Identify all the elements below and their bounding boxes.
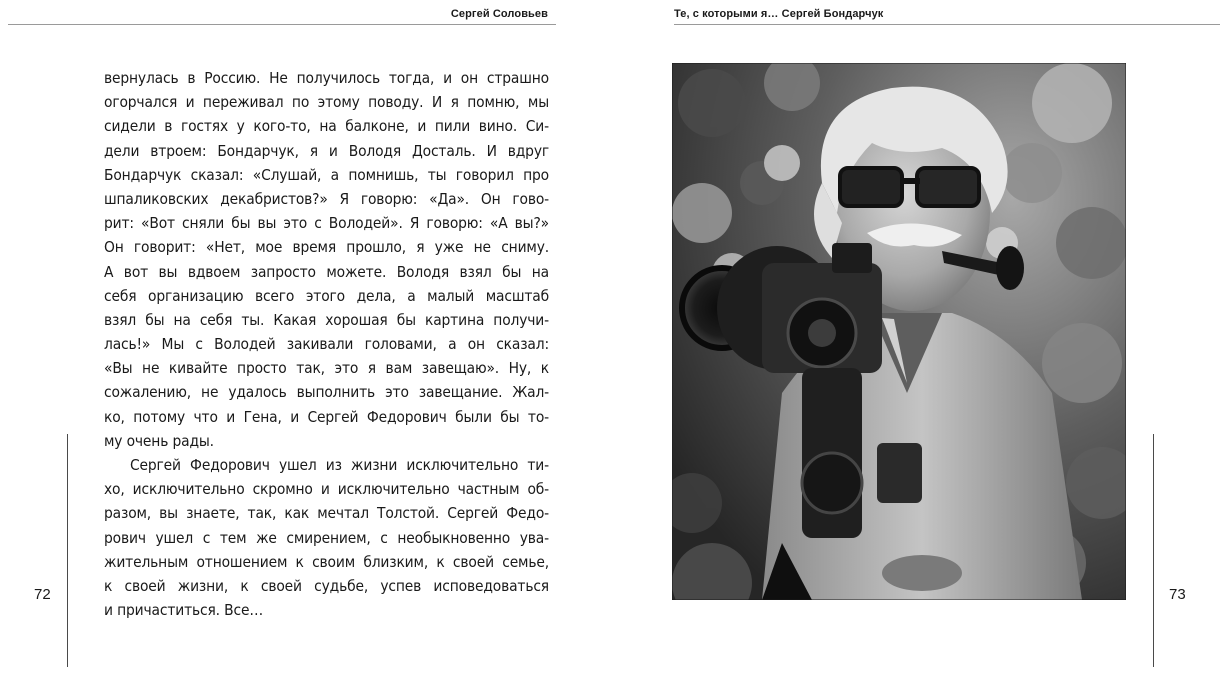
paragraph-first-line: Сергей Федорович ушел из жизни исключительно ти- — [130, 456, 549, 474]
running-head-right: Те, с которыми я… Сергей Бондарчук — [674, 8, 884, 20]
text-line: огорчался и переживал по этому поводу. И я помню, мы — [104, 93, 549, 112]
text-line: и причаститься. Все… — [104, 601, 264, 620]
body-text — [104, 66, 549, 622]
text-line: сидели в гостях у кого-то, на балконе, и пили вино. Си- — [104, 117, 549, 136]
page-number-right: 73 — [1169, 586, 1186, 603]
text-line: А вот вы вдвоем запросто можете. Володя взял бы на — [104, 262, 549, 281]
text-line: Он говорит: «Нет, мое время прошло, я уже не сниму. — [104, 238, 549, 257]
page-number-left: 72 — [34, 586, 51, 603]
running-head-left: Сергей Соловьев — [450, 8, 548, 20]
text-line: ко, потому что и Гена, и Сергей Федорович были бы то- — [104, 407, 549, 426]
text-line: хо, исключительно скромно и исключительно частным об- — [104, 480, 549, 499]
margin-rule-left — [67, 434, 68, 667]
text-line: себя организацию всего этого дела, а малый масштаб — [104, 286, 549, 305]
text-line: взял бы на себя ты. Какая хорошая бы картина получи- — [104, 310, 549, 329]
text-line: к своей жизни, к своей судьбе, успев исповедоваться — [104, 576, 549, 595]
text-line: рович ушел с тем же смирением, с необыкновенно ува- — [104, 528, 549, 547]
text-line: вернулась в Россию. Не получилось тогда, и он страшно — [104, 69, 549, 87]
header-rule-left — [8, 24, 556, 25]
header-rule-right — [674, 24, 1220, 25]
text-line: «Вы не кивайте просто так, это я вам завещаю». Ну, к — [104, 359, 549, 378]
text-line: дели втроем: Бондарчук, я и Володя Досталь. И вдруг — [104, 141, 549, 160]
photo-drawing — [672, 63, 1126, 600]
photograph — [672, 63, 1126, 600]
text-line: му очень рады. — [104, 431, 214, 450]
right-page — [610, 0, 1220, 677]
text-line: рит: «Вот сняли бы вы это с Володей». Я говорю: «А вы?» — [104, 214, 549, 233]
text-line: разом, вы знаете, так, как мечтал Толстой. Сергей Федо- — [104, 504, 549, 523]
text-line: шпаликовских декабристов?» Я говорю: «Да». Он гово- — [104, 189, 549, 208]
text-line: сожалению, не удалось выполнить это завещание. Жал- — [104, 383, 549, 402]
text-line: лась!» Мы с Володей закивали головами, а он сказал: — [104, 335, 549, 354]
margin-rule-right — [1153, 434, 1154, 667]
text-line: жительным отношением к своим близким, к своей семье, — [104, 552, 549, 571]
text-line: Бондарчук сказал: «Слушай, а помнишь, ты говорил про — [104, 165, 549, 184]
